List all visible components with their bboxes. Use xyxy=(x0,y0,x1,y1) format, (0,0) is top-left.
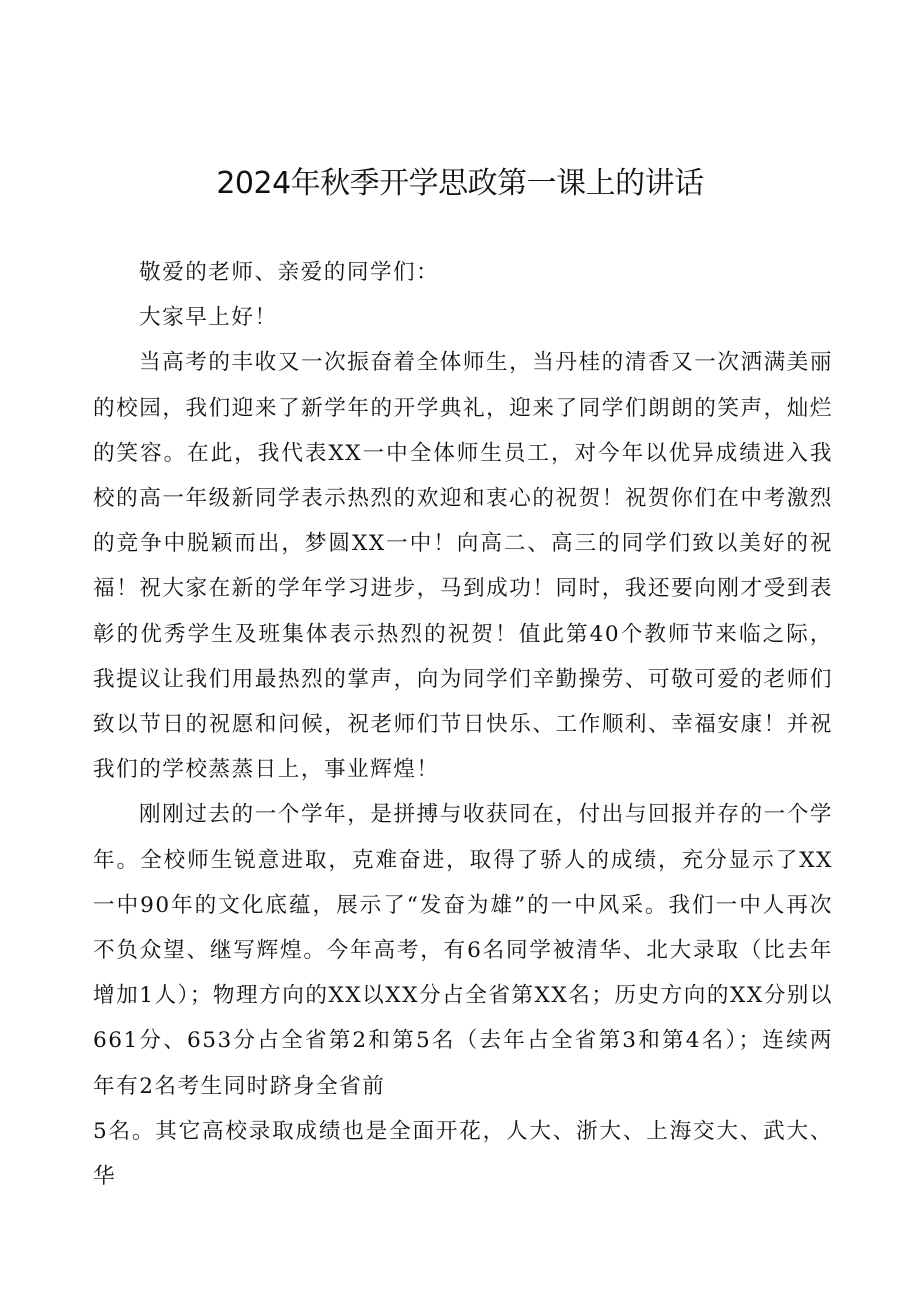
document-title: 2024年秋季开学思政第一课上的讲话 xyxy=(216,166,704,201)
paragraph-welcome: 当高考的丰收又一次振奋着全体师生，当丹桂的清香又一次洒满美丽的校园，我们迎来了新学年的开学典礼，迎来了同学们朗朗的笑声，灿烂的笑容。在此，我代表XX一中全体师生员工，对今年以优异成绩进入我校的高一年级新同学表示热烈的欢迎和衷心的祝贺！祝贺你们在中考激烈的竞争中脱颖而出，梦圆XX一中！向高二、高三的同学们致以美好的祝福！祝大家在新的学年学习进步，马到成功！同时，我还要向刚才受到表彰的优秀学生及班集体表示热烈的祝贺！值此第40个教师节来临之际，我提议让我们用最热烈的掌声，向为同学们辛勤操劳、可敬可爱的老师们致以节日的祝愿和问候，祝老师们节日快乐、工作顺利、幸福安康！并祝我们的学校蒸蒸日上，事业辉煌！ xyxy=(93,350,833,783)
salutation: 敬爱的老师、亲爱的同学们： xyxy=(139,260,440,285)
paragraph-continuation: 5名。其它高校录取成绩也是全面开花，人大、浙大、上海交大、武大、华 xyxy=(93,1118,833,1190)
paragraph-achievements: 刚刚过去的一个学年，是拼搏与收获同在，付出与回报并存的一个学年。全校师生锐意进取，克难奋进，取得了骄人的成绩，充分显示了XX一中90年的文化底蕴，展示了“发奋为雄”的一中风采。我们一中人再次不负众望、继写辉煌。今年高考，有6名同学被清华、北大录取（比去年增加1人）；物理方向的XX以XX分占全省第XX名；历史方向的XX分别以661分、653分占全省第2和第5名（去年占全省第3和第4名）；连续两年有2名考生同时跻身全省前 xyxy=(93,802,833,1099)
document-body xyxy=(93,250,833,1199)
greeting: 大家早上好！ xyxy=(139,305,278,331)
